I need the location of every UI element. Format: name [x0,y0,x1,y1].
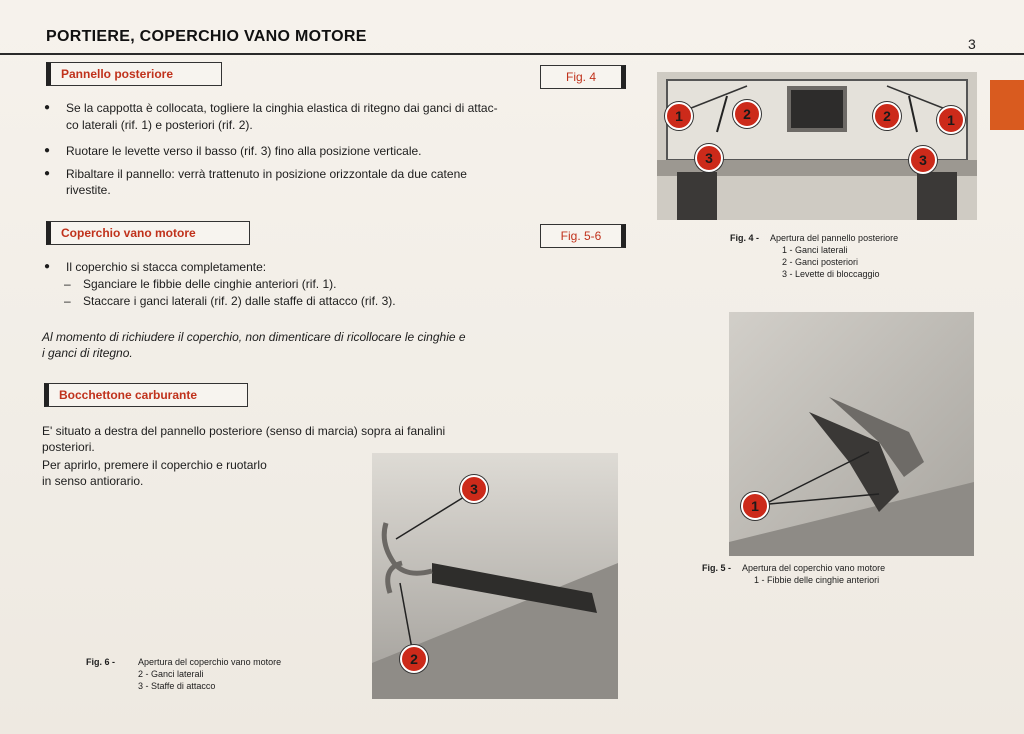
bullet-text: Il coperchio si stacca completamente: [66,260,267,274]
section-tab-marker [990,80,1024,130]
fig4-title: Apertura del pannello posteriore [770,233,899,243]
fig5-caption [702,562,992,574]
section-label-coperchio-vano-motore: Coperchio vano motore [46,221,250,245]
fig4-item: 2 - Ganci posteriori [782,257,859,267]
bullet-text: Ruotare le levette verso il basso (rif. 3) fino alla posizione verticale. [66,144,422,158]
fig5-item: 1 - Fibbie delle cinghie anteriori [754,575,880,585]
fig5-number: Fig. 5 - [702,563,731,573]
fig4-item: 1 - Ganci laterali [782,245,848,255]
fig6-item: 2 - Ganci laterali [138,669,204,679]
note-line: i ganci di ritegno. [42,346,133,360]
fig-ref-5-6: Fig. 5-6 [540,224,626,248]
fig5-photo-engine-cover [729,312,974,556]
callout-2: 2 [733,100,761,128]
bullet-item [44,166,634,182]
header-divider [0,53,1024,55]
callout-2: 2 [400,645,428,673]
fig6-item: 3 - Staffe di attacco [138,681,216,691]
fig6-caption [86,656,376,668]
note-line: Al momento di richiudere il coperchio, non dimenticare di ricollocare le cinghie e [42,330,466,344]
page-title: PORTIERE, COPERCHIO VANO MOTORE [46,28,367,45]
paragraph-line: in senso antiorario. [42,474,144,488]
fig6-title: Apertura del coperchio vano motore [138,657,282,667]
callout-3: 3 [695,144,723,172]
bullet-continuation: co laterali (rif. 1) e posteriori (rif. 2). [66,118,253,132]
paragraph-line: E' situato a destra del pannello posteriore (senso di marcia) sopra ai fanalini [42,424,446,438]
fig-ref-4: Fig. 4 [540,65,626,89]
bullet-text: Ribaltare il pannello: verrà trattenuto in posizione orizzontale da due catene [66,167,467,181]
callout-1: 1 [741,492,769,520]
callout-1: 1 [937,106,965,134]
fig4-caption [730,232,990,244]
section-label-bocchettone-carburante: Bocchettone carburante [44,383,248,407]
callout-1: 1 [665,102,693,130]
fig5-illustration [729,312,974,556]
section-label-pannello-posteriore: Pannello posteriore [46,62,222,86]
fig5-title: Apertura del coperchio vano motore [742,563,886,573]
paragraph-line: posteriori. [42,440,95,454]
bullet-item [44,100,634,116]
fig4-number: Fig. 4 - [730,233,759,243]
page-number: 3 [968,36,976,52]
bullet-item [44,259,634,275]
fig6-photo-side-hook [372,453,618,699]
paragraph-line: Per aprirlo, premere il coperchio e ruotarlo [42,458,267,472]
bullet-item [44,143,634,159]
fig6-number: Fig. 6 - [86,657,115,667]
callout-2: 2 [873,102,901,130]
bullet-continuation: rivestite. [66,183,111,197]
callout-3: 3 [909,146,937,174]
dash-item: – Staccare i ganci laterali (rif. 2) dalle staffe di attacco (rif. 3). [64,293,624,309]
fig4-item: 3 - Levette di bloccaggio [782,269,880,279]
bullet-text: Se la cappotta è collocata, togliere la cinghia elastica di ritegno dai ganci di attac- [66,101,498,115]
callout-3: 3 [460,475,488,503]
fig4-photo-rear-panel [657,72,977,220]
dash-item: – Sganciare le fibbie delle cinghie anteriori (rif. 1). [64,276,624,292]
